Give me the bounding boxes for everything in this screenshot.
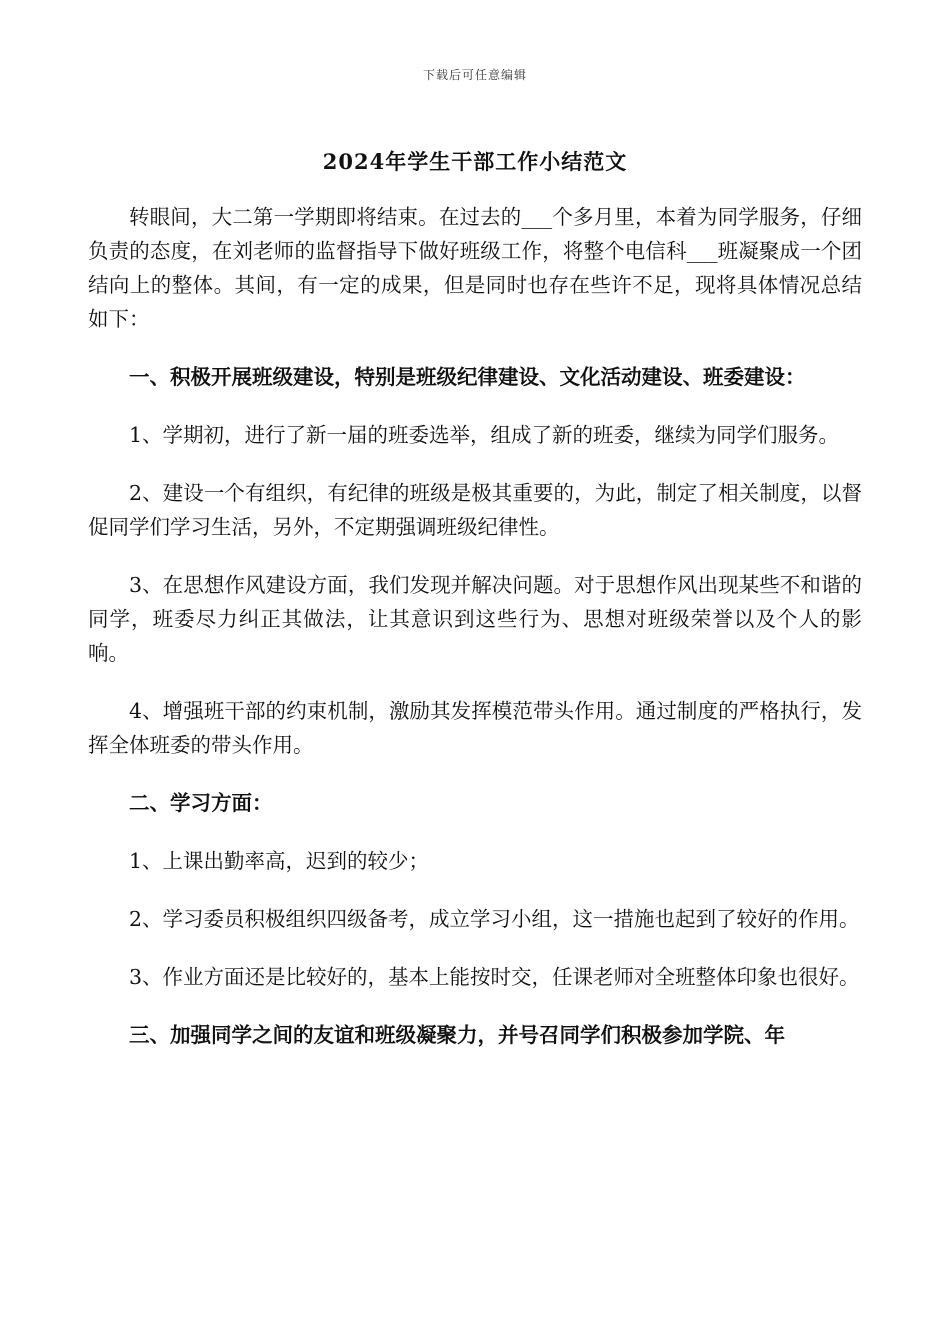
section-1-item-2: 2、建设一个有组织，有纪律的班级是极其重要的，为此，制定了相关制度，以督促同学们学习生活，另外，不定期强调班级纪律性。: [88, 481, 862, 539]
section-1-item-1: 1、学期初，进行了新一届的班委选举，组成了新的班委，继续为同学们服务。: [129, 423, 840, 447]
section-1-item-3: 3、在思想作风建设方面，我们发现并解决问题。对于思想作风出现某些不和谐的同学，班委尽力纠正其做法，让其意识到这些行为、思想对班级荣誉以及个人的影响。: [88, 573, 862, 665]
section-2-item-1: 1、上课出勤率高，迟到的较少；: [129, 849, 430, 873]
section-heading-2: 二、学习方面：: [129, 791, 273, 815]
document-title: 2024年学生干部工作小结范文: [322, 149, 628, 174]
section-heading-3: 三、加强同学之间的友谊和班级凝聚力，并号召同学们积极参加学院、年: [129, 1023, 785, 1047]
section-1-item-4: 4、增强班干部的约束机制，激励其发挥模范带头作用。通过制度的严格执行，发挥全体班委的带头作用。: [88, 699, 862, 757]
section-2-item-3: 3、作业方面还是比较好的，基本上能按时交，任课老师对全班整体印象也很好。: [129, 965, 860, 989]
section-heading-1: 一、积极开展班级建设，特别是班级纪律建设、文化活动建设、班委建设：: [129, 365, 806, 389]
header-note: 下载后可任意编辑: [422, 68, 527, 82]
section-2-item-2: 2、学习委员积极组织四级备考，成立学习小组，这一措施也起到了较好的作用。: [129, 907, 860, 931]
intro-paragraph: 转眼间，大二第一学期即将结束。在过去的___个多月里，本着为同学服务，仔细负责的态度，在刘老师的监督指导下做好班级工作，将整个电信科___班凝聚成一个团结向上的整体。其间，有一定的成果，但是同时也存在些许不足，现将具体情况总结如下：: [88, 205, 862, 331]
document-body: [88, 200, 862, 1076]
